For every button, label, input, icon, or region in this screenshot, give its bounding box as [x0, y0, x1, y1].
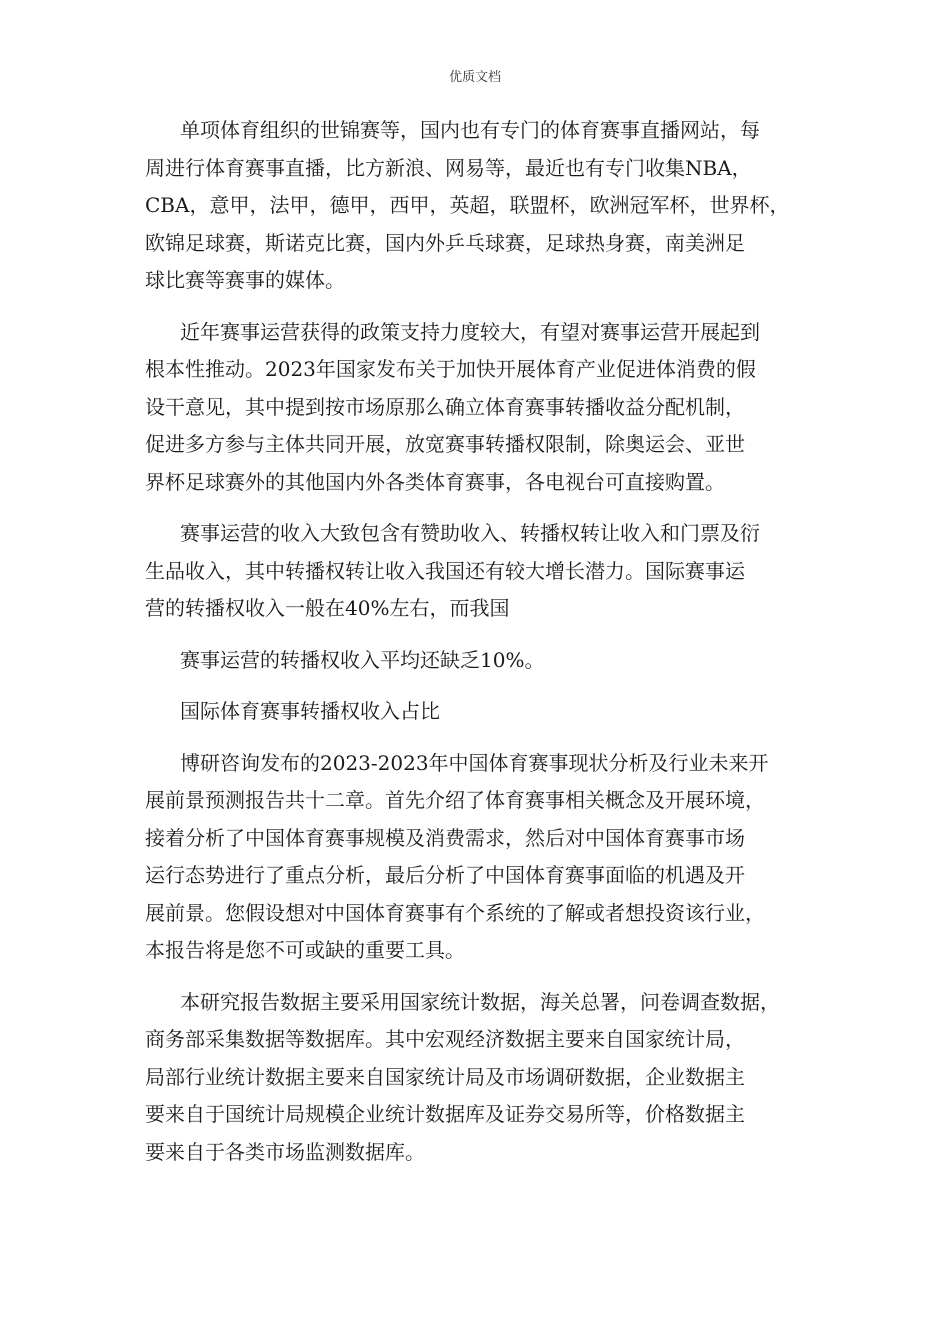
text-line: 生品收入，其中转播权转让收入我国还有较大增长潜力。国际赛事运 — [145, 558, 745, 583]
page-header: 优质文档 — [448, 70, 501, 85]
text-line: 局部行业统计数据主要来自国家统计局及市场调研数据，企业数据主 — [145, 1064, 745, 1089]
text-line: 欧锦足球赛，斯诺克比赛，国内外乒乓球赛，足球热身赛，南美洲足 — [145, 230, 745, 255]
text-line: 球比赛等赛事的媒体。 — [145, 268, 345, 292]
text-line: 单项体育组织的世锦赛等，国内也有专门的体育赛事直播网站，每 — [180, 118, 760, 142]
text-line: 根本性推动。2023年国家发布关于加快开展体育产业促进体消费的假 — [145, 357, 756, 381]
text-line: 周进行体育赛事直播，比方新浪、网易等，最近也有专门收集NBA， — [145, 155, 752, 180]
paragraph — [145, 984, 825, 1172]
paragraph — [145, 745, 825, 970]
text-line: 要来自于国统计局规模企业统计数据库及证券交易所等，价格数据主 — [145, 1102, 745, 1126]
text-line: 设干意见，其中提到按市场原那么确立体育赛事转播收益分配机制， — [145, 394, 745, 419]
text-line: CBA，意甲，法甲，德甲，西甲，英超，联盟杯，欧洲冠军杯，世界杯， — [145, 193, 790, 217]
figure-caption — [145, 693, 825, 731]
text-line: 接着分析了中国体育赛事规模及消费需求，然后对中国体育赛事市场 — [145, 825, 745, 850]
text-line: 运行态势进行了重点分析，最后分析了中国体育赛事面临的机遇及开 — [145, 863, 745, 887]
paragraph — [145, 642, 825, 680]
paragraph — [145, 515, 825, 628]
text-line: 赛事运营的转播权收入平均还缺乏10%。 — [180, 647, 545, 672]
text-line: 营的转播权收入一般在40%左右，而我国 — [145, 596, 510, 620]
text-line: 要来自于各类市场监测数据库。 — [145, 1139, 425, 1164]
text-line: 商务部采集数据等数据库。其中宏观经济数据主要来自国家统计局， — [145, 1027, 745, 1051]
text-line: 赛事运营的收入大致包含有赞助收入、转播权转让收入和门票及衍 — [180, 521, 760, 545]
text-line: 近年赛事运营获得的政策支持力度较大，有望对赛事运营开展起到 — [180, 319, 760, 344]
text-line: 展前景。您假设想对中国体育赛事有个系统的了解或者想投资该行业， — [145, 900, 765, 925]
text-line: 本研究报告数据主要采用国家统计数据，海关总署，问卷调查数据， — [180, 989, 780, 1014]
text-line: 展前景预测报告共十二章。首先介绍了体育赛事相关概念及开展环境， — [145, 788, 765, 812]
paragraph — [145, 314, 825, 502]
text-line: 博研咨询发布的2023-2023年中国体育赛事现状分析及行业未来开 — [180, 750, 769, 775]
document-body — [145, 112, 825, 1171]
text-line: 界杯足球赛外的其他国内外各类体育赛事，各电视台可直接购置。 — [145, 469, 725, 494]
text-line: 国际体育赛事转播权收入占比 — [180, 699, 440, 723]
text-line: 本报告将是您不可或缺的重要工具。 — [145, 938, 465, 962]
paragraph — [145, 112, 825, 300]
text-line: 促进多方参与主体共同开展，放宽赛事转播权限制，除奥运会、亚世 — [145, 432, 745, 456]
